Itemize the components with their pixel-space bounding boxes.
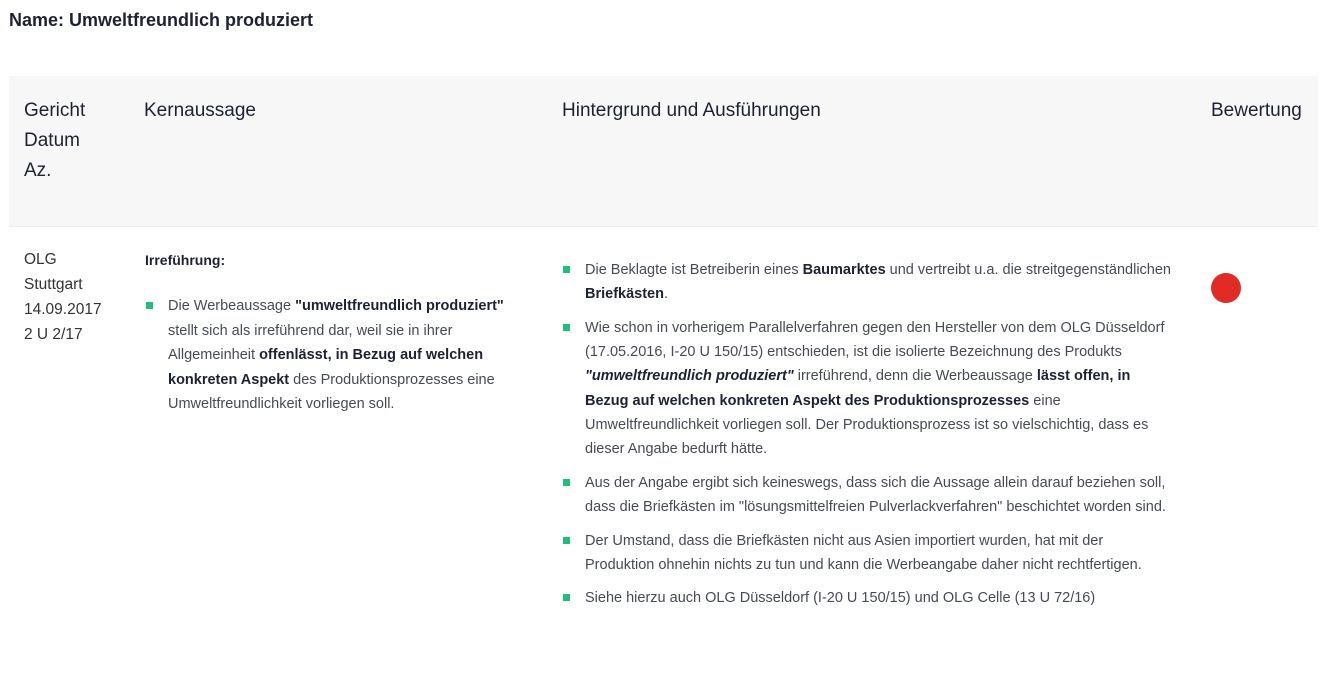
core-bullet-list <box>145 294 525 417</box>
core-label: Irreführung: <box>145 252 226 268</box>
cell-background <box>562 258 1172 620</box>
list-item <box>145 294 525 417</box>
header-court <box>24 96 85 186</box>
text-segment: Der Umstand, dass die Briefkästen nicht aus Asien importiert wurden, hat mit der Produktion ohnehin nichts zu tun und kann die Werbeangabe daher nicht rechtfertigen. <box>585 532 1142 573</box>
text-segment: irreführend, denn die Werbeaussage <box>793 368 1037 385</box>
court-line: Stuttgart <box>24 276 83 293</box>
text-segment: Die Beklagte ist Betreiberin eines <box>585 262 803 278</box>
emphasis-text: offenlässt, in Bezug auf welchen konkreten Aspekt <box>168 347 484 388</box>
emphasis-text: Briefkästen <box>585 286 664 303</box>
court-line: OLG <box>24 251 57 268</box>
text-segment: eine Umweltfreundlichkeit vorliegen soll. Der Produktionsprozess ist so vielschichtig, dass es dieser Angabe bedurft hätte. <box>585 392 1149 457</box>
text-segment: Wie schon in vorherigem Parallelverfahren gegen den Hersteller von dem OLG Düsseldorf (17.05.2016, I-20 U 150/15) entschieden, ist die isolierte Bezeichnung des Produkts <box>585 319 1165 361</box>
header-court-line: Az. <box>24 160 52 181</box>
court-case-number: 2 U 2/17 <box>24 326 83 343</box>
list-item <box>562 258 1172 306</box>
header-court-line: Gericht <box>24 100 86 121</box>
background-bullet-list <box>562 258 1172 611</box>
text-segment: Siehe hierzu auch OLG Düsseldorf (I-20 U 150/15) und OLG Celle (13 U 72/16) <box>585 590 1096 607</box>
header-rating: Bewertung <box>1211 100 1302 121</box>
emphasis-text: Baumarktes <box>802 262 886 278</box>
list-item <box>562 586 1172 610</box>
page-title: Name: Umweltfreundlich produziert <box>9 10 314 30</box>
emphasis-text: "umweltfreundlich produziert" <box>295 298 504 314</box>
text-segment: des Produktionsprozesses eine Umweltfreundlichkeit vorliegen soll. <box>168 371 495 413</box>
header-background: Hintergrund und Ausführungen <box>562 100 821 121</box>
list-item <box>562 471 1172 519</box>
text-segment: stellt sich als irreführend dar, weil sie in ihrer Allgemeinheit <box>168 322 453 364</box>
list-item <box>562 529 1172 577</box>
court-date: 14.09.2017 <box>24 301 102 318</box>
table-header <box>9 76 1318 227</box>
rating-indicator-red <box>1211 273 1241 303</box>
emphasis-text: lässt offen, in Bezug auf welchen konkreten Aspekt des Produktionsprozesses <box>585 368 1131 409</box>
emphasis-text: "umweltfreundlich produziert" <box>585 368 794 385</box>
cell-core-statement <box>145 248 525 417</box>
header-core: Kernaussage <box>144 100 256 121</box>
text-segment: . <box>663 286 669 303</box>
text-segment: und vertreibt u.a. die streitgegenständlichen <box>885 262 1171 278</box>
cell-court <box>24 247 129 347</box>
text-segment: Die Werbeaussage <box>168 298 296 314</box>
text-segment: Aus der Angabe ergibt sich keineswegs, dass sich die Aussage allein darauf beziehen soll, dass die Briefkästen im "lösungsmittelfreien Pulverlackverfahren" beschichtet worden sind. <box>585 474 1166 515</box>
header-court-line: Datum <box>24 130 80 151</box>
list-item <box>562 316 1172 461</box>
